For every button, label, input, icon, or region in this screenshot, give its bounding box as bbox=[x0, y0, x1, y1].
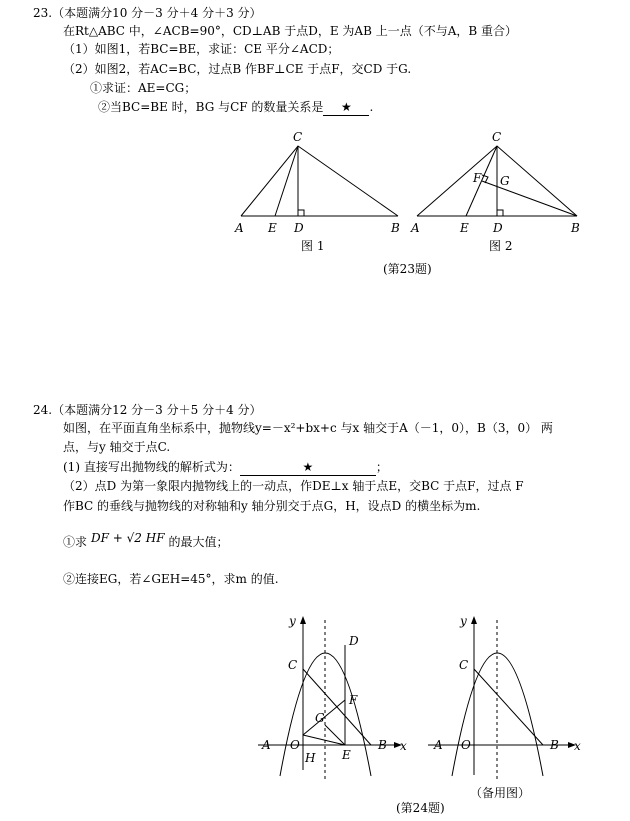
q24-sub2: ②连接EG，若∠GEH=45°，求m 的值. bbox=[63, 572, 279, 586]
q24-part2-line2: 作BC 的垂线与抛物线的对称轴和y 轴分别交于点G，H，设点D 的横坐标为m. bbox=[63, 499, 481, 513]
axis-label: x bbox=[574, 739, 581, 753]
segment-bf bbox=[482, 181, 577, 216]
point-label: H bbox=[305, 751, 316, 765]
question-caption: (第24题) bbox=[396, 801, 445, 815]
q24-part1-text: (1) 直接写出抛物线的解析式为： bbox=[63, 460, 240, 474]
point-label: B bbox=[550, 738, 559, 752]
segment-ge bbox=[325, 725, 345, 745]
right-angle-mark bbox=[497, 210, 503, 216]
figure-caption: （备用图） bbox=[470, 786, 531, 800]
axis-label: x bbox=[400, 739, 407, 753]
q23-sub2-text: ②当BC=BE 时，BG 与CF 的数量关系是 bbox=[98, 100, 324, 114]
q23-figure-1 bbox=[241, 146, 398, 216]
point-label: F bbox=[349, 693, 358, 707]
point-label: A bbox=[434, 738, 443, 752]
q24-sub1-text: ①求 bbox=[63, 535, 88, 549]
y-axis-arrow bbox=[471, 616, 477, 624]
q24-stem-line1: 如图，在平面直角坐标系中，抛物线y=－x²+bx+c 与x 轴交于A（－1，0），B（3，0） 两 bbox=[63, 421, 553, 435]
point-label: G bbox=[315, 711, 325, 725]
point-label: F bbox=[473, 171, 482, 185]
math-expression: DF + √2 HF bbox=[91, 531, 165, 545]
question-caption: (第23题) bbox=[383, 262, 432, 276]
point-label: O bbox=[290, 738, 300, 752]
right-angle-mark bbox=[298, 210, 304, 216]
triangle-abc bbox=[241, 146, 398, 216]
q24-figure-backup bbox=[428, 620, 572, 780]
axis-label: y bbox=[460, 614, 467, 628]
answer-blank: ★ bbox=[240, 460, 376, 476]
point-label: C bbox=[288, 658, 298, 672]
point-label: O bbox=[461, 738, 471, 752]
q23-stem: 在Rt△ABC 中，∠ACB=90°，CD⊥AB 于点D，E 为AB 上一点（不与A，B 重合） bbox=[63, 24, 518, 38]
y-axis-arrow bbox=[300, 616, 306, 624]
segment-he bbox=[303, 735, 345, 745]
point-label: B bbox=[378, 738, 387, 752]
axis-label: y bbox=[289, 614, 296, 628]
figure-caption: 图 2 bbox=[489, 239, 513, 253]
point-label: A bbox=[411, 221, 420, 235]
q23-figure-2 bbox=[417, 146, 577, 216]
segment-ce bbox=[466, 146, 497, 216]
q23-sub2-end: . bbox=[369, 100, 374, 114]
point-label: D bbox=[493, 221, 503, 235]
point-label: D bbox=[349, 634, 359, 648]
point-label: C bbox=[492, 130, 502, 144]
point-label: E bbox=[342, 748, 351, 762]
q23-part2: （2）如图2，若AC=BC，过点B 作BF⊥CE 于点F，交CD 于G. bbox=[63, 62, 412, 76]
q24-stem-line2: 点，与y 轴交于点C. bbox=[63, 440, 171, 454]
q24-part2-line1: （2）点D 为第一象限内抛物线上的一动点，作DE⊥x 轴于点E，交BC 于点F，过点 F bbox=[63, 479, 524, 493]
answer-blank: ★ bbox=[323, 100, 369, 116]
point-label: A bbox=[262, 738, 271, 752]
point-label: A bbox=[235, 221, 244, 235]
segment-ce bbox=[275, 146, 298, 216]
point-label: G bbox=[500, 174, 510, 188]
point-label: D bbox=[294, 221, 304, 235]
q23-part1: （1）如图1，若BC=BE，求证：CE 平分∠ACD； bbox=[63, 42, 340, 56]
figure-caption: 图 1 bbox=[301, 239, 325, 253]
q24-part1-end: ； bbox=[375, 460, 388, 474]
point-label: E bbox=[460, 221, 469, 235]
point-label: C bbox=[293, 130, 303, 144]
point-label: E bbox=[268, 221, 277, 235]
point-label: B bbox=[391, 221, 400, 235]
segment-bc bbox=[474, 669, 543, 745]
point-label: B bbox=[571, 221, 580, 235]
point-label: C bbox=[459, 658, 469, 672]
q24-header: 24.（本题满分12 分－3 分＋5 分＋4 分） bbox=[33, 403, 262, 417]
q24-sub1-end: 的最大值； bbox=[168, 535, 229, 549]
q23-header: 23.（本题满分10 分－3 分＋4 分＋3 分） bbox=[33, 6, 262, 20]
q23-sub1: ①求证：AE=CG； bbox=[90, 81, 197, 95]
q24-figure-main bbox=[258, 620, 398, 780]
